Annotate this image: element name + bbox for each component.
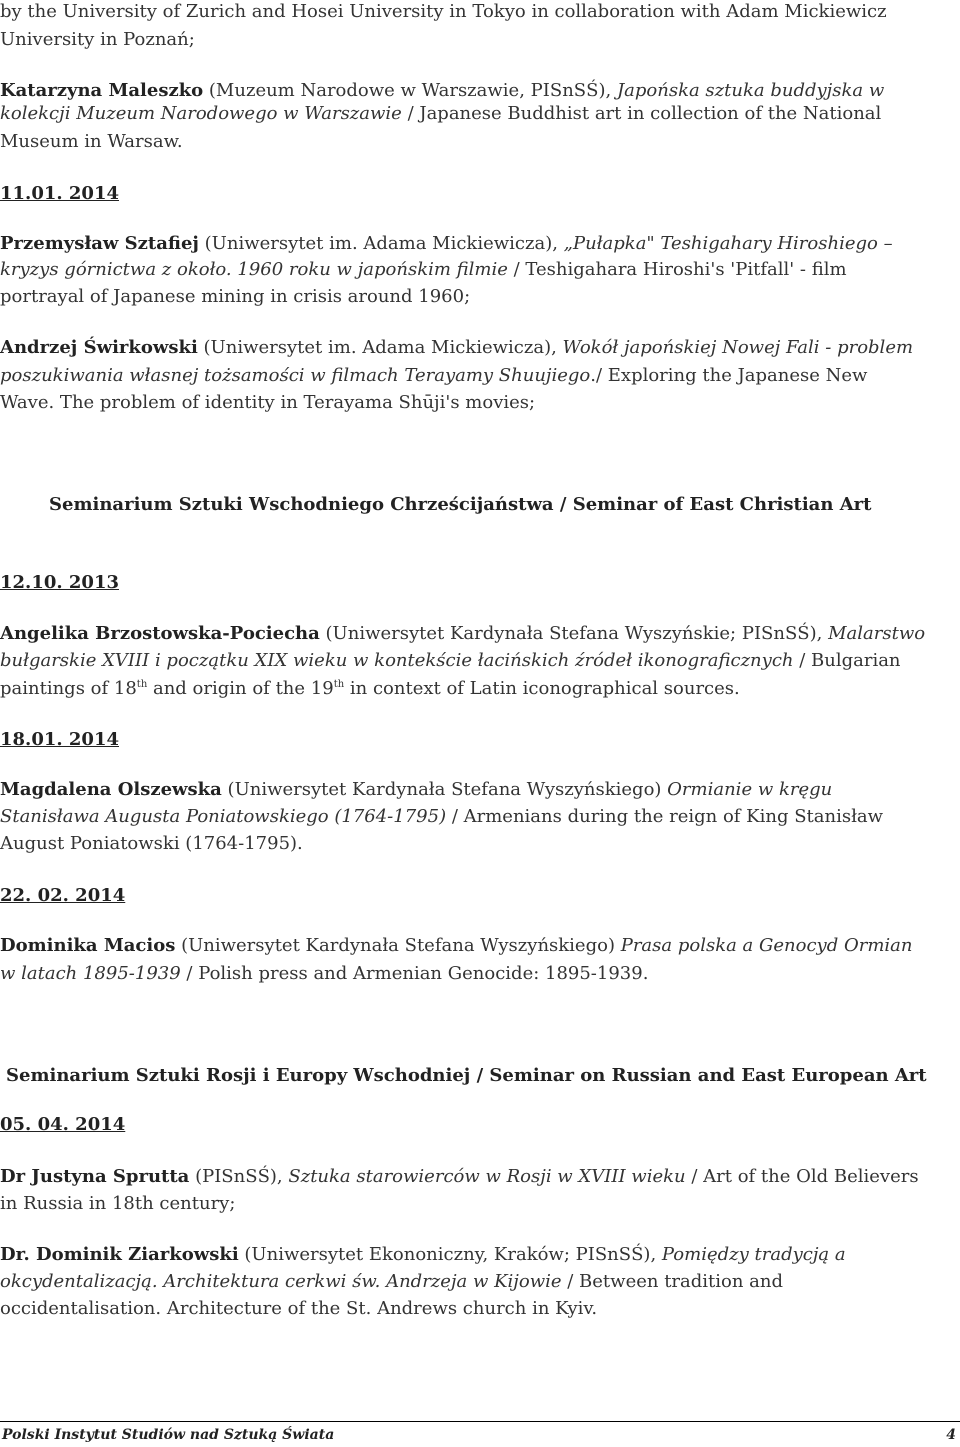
session-date (0, 572, 119, 594)
lecture-entry-line (0, 1193, 235, 1215)
speaker-affiliation: (Uniwersytet Kardynała Stefana Wyszyńskiego) (175, 935, 621, 956)
lecture-title-polish: poszukiwania własnej tożsamości w filmach Terayamy Shuujiego (0, 365, 591, 386)
lecture-entry-line (0, 935, 912, 957)
lecture-entry-line (0, 963, 648, 985)
speaker-name: Angelika Brzostowska-Pociecha (0, 623, 320, 644)
text-fragment: by the University of Zurich and Hosei University in Tokyo in collaboration with Adam Mickiewicz (0, 1, 887, 22)
lecture-entry-line (0, 650, 901, 672)
lecture-title-polish: Ormianie w kręgu (667, 779, 833, 800)
lecture-entry-line (0, 1298, 597, 1320)
lecture-entry-line (0, 806, 883, 828)
lecture-title-polish: w latach 1895-1939 (0, 963, 181, 984)
speaker-name: Katarzyna Maleszko (0, 80, 204, 101)
speaker-name: Przemysław Sztafiej (0, 233, 199, 254)
speaker-name: Magdalena Olszewska (0, 779, 222, 800)
lecture-title-english: in Russia in 18th century; (0, 1193, 236, 1214)
speaker-name: Dominika Macios (0, 935, 176, 956)
footer-text: Polski Instytut Studiów nad Sztuką Świata (2, 1427, 335, 1443)
lecture-title-english: / Between tradition and (561, 1271, 784, 1292)
lecture-entry-line (0, 678, 740, 700)
body-text-line (0, 1, 887, 23)
lecture-entry-line (0, 392, 535, 414)
speaker-affiliation: (Uniwersytet im. Adama Mickiewicza), (198, 233, 564, 254)
date-text: 22. 02. 2014 (0, 885, 126, 906)
speaker-affiliation: (Uniwersytet Ekononiczny, Kraków; PISnSŚ), (238, 1244, 662, 1265)
lecture-title-polish: okcydentalizacją. Architektura cerkwi św. Andrzeja w Kijowie (0, 1271, 562, 1292)
lecture-title-english: and origin of the 19 (147, 678, 334, 699)
lecture-entry-line (0, 623, 925, 645)
lecture-title-polish: Pomiędzy tradycją a (661, 1244, 846, 1265)
lecture-title-english: portrayal of Japanese mining in crisis around 1960; (0, 286, 471, 307)
lecture-title-polish: Sztuka starowierców w Rosji w XVIII wieku (288, 1166, 686, 1187)
lecture-entry-line (0, 1244, 846, 1266)
lecture-title-polish: Prasa polska a Genocyd Ormian (620, 935, 913, 956)
lecture-entry-line (0, 833, 303, 855)
lecture-title-polish: „Pułapka" Teshigahary Hiroshiego – (563, 233, 893, 254)
lecture-title-english: ./ Exploring the Japanese New (590, 365, 868, 386)
lecture-entry-line (0, 365, 867, 387)
lecture-title-polish: bułgarskie XVIII i początku XIX wieku w kontekście łacińskich źródeł ikonograficznych (0, 650, 794, 671)
lecture-title-polish: Wokół japońskiej Nowej Fali - problem (562, 337, 914, 358)
speaker-name: Dr. Dominik Ziarkowski (0, 1244, 239, 1265)
date-text: 11.01. 2014 (0, 183, 119, 204)
lecture-title-english: / Teshigahara Hiroshi's 'Pitfall' - film (507, 259, 847, 280)
date-text: 18.01. 2014 (0, 729, 119, 750)
speaker-name: Andrzej Świrkowski (0, 337, 198, 358)
lecture-title-english: / Bulgarian (793, 650, 901, 671)
lecture-entry-line (0, 103, 881, 125)
footer-divider (0, 1421, 960, 1422)
ordinal-superscript: th (333, 679, 345, 690)
lecture-title-polish: Malarstwo (828, 623, 926, 644)
lecture-entry-line (0, 259, 847, 281)
lecture-title-english: Museum in Warsaw. (0, 131, 183, 152)
speaker-affiliation: (Muzeum Narodowe w Warszawie, PISnSŚ), (203, 80, 617, 101)
speaker-name: Dr Justyna Sprutta (0, 1166, 190, 1187)
speaker-affiliation: (Uniwersytet Kardynała Stefana Wyszyńskiego) (221, 779, 668, 800)
section-heading-east-christian-art (49, 494, 871, 516)
lecture-entry-line (0, 131, 183, 153)
ordinal-superscript: th (136, 679, 148, 690)
lecture-entry-line (0, 779, 832, 801)
lecture-title-english: / Art of the Old Believers (685, 1166, 919, 1187)
body-text-line (0, 29, 195, 51)
lecture-title-english: occidentalisation. Architecture of the St. Andrews church in Kyiv. (0, 1298, 598, 1319)
session-date (0, 183, 119, 205)
date-text: 12.10. 2013 (0, 572, 119, 593)
lecture-entry-line (0, 233, 893, 255)
heading-text: Seminarium Sztuki Rosji i Europy Wschodniej / Seminar on Russian and East European Art (6, 1065, 927, 1086)
footer-page-number (946, 1426, 956, 1444)
lecture-title-english: August Poniatowski (1764-1795). (0, 833, 303, 854)
text-fragment: University in Poznań; (0, 29, 195, 50)
lecture-entry-line (0, 286, 470, 308)
lecture-title-english: / Polish press and Armenian Genocide: 1895-1939. (180, 963, 649, 984)
lecture-entry-line (0, 80, 884, 102)
session-date (0, 885, 125, 907)
lecture-title-english: / Armenians during the reign of King Stanisław (446, 806, 884, 827)
lecture-title-english: Wave. The problem of identity in Terayama Shūji's movies; (0, 392, 536, 413)
lecture-entry-line (0, 1271, 783, 1293)
speaker-affiliation: (Uniwersytet Kardynała Stefana Wyszyńskie; PISnSŚ), (319, 623, 829, 644)
speaker-affiliation: (Uniwersytet im. Adama Mickiewicza), (197, 337, 563, 358)
lecture-title-polish: Japońska sztuka buddyjska w (616, 80, 885, 101)
section-heading-russian-east-european-art (6, 1065, 927, 1087)
lecture-entry-line (0, 337, 913, 359)
heading-text: Seminarium Sztuki Wschodniego Chrześcijaństwa / Seminar of East Christian Art (49, 494, 872, 515)
lecture-title-polish: kryzys górnictwa z około. 1960 roku w japońskim filmie (0, 259, 508, 280)
lecture-title-polish: kolekcji Muzeum Narodowego w Warszawie (0, 103, 402, 124)
footer-institute-name (2, 1426, 334, 1444)
date-text: 05. 04. 2014 (0, 1114, 126, 1135)
lecture-entry-line (0, 1166, 919, 1188)
lecture-title-english: in context of Latin iconographical sources. (344, 678, 740, 699)
session-date (0, 1114, 125, 1136)
session-date (0, 729, 119, 751)
lecture-title-english: / Japanese Buddhist art in collection of the National (401, 103, 882, 124)
page-number-text: 4 (946, 1427, 956, 1443)
lecture-title-polish: Stanisława Augusta Poniatowskiego (1764-1795) (0, 806, 447, 827)
speaker-affiliation: (PISnSŚ), (189, 1166, 289, 1187)
lecture-title-english: paintings of 18 (0, 678, 137, 699)
